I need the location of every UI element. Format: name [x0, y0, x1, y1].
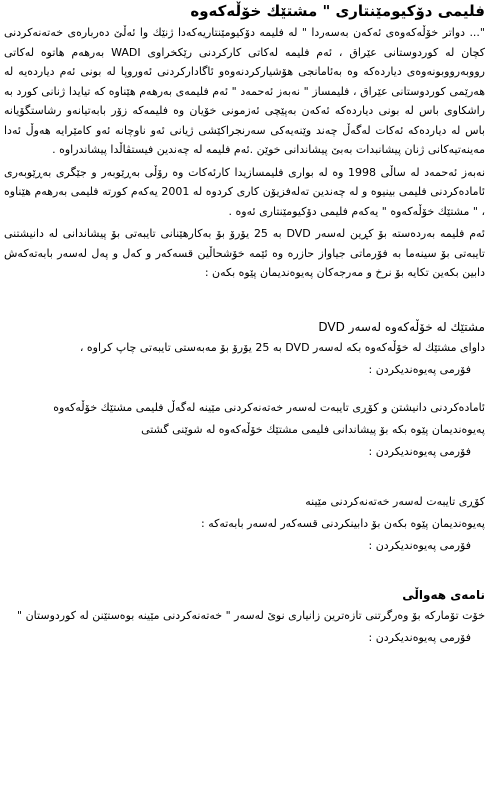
trainers-section — [4, 397, 485, 463]
lecture-section — [4, 491, 485, 557]
director-paragraph: نەبەز ئەحمەد لە ساڵی 1998 وە لە بواری فلیمسازیدا كارئەكات وە رۆڵی بەڕێوبەر و جێگری بەڕێوبەری ئامادەكردنی فلیمی بینیوە و لە چەندین تەلەفزیۆن كاری كردوە لە 2001 یەكەم كورتە فلیمی بەرهەم هێناوە ، " مشتێك خۆڵەكەوە " یەكەم فلیمی دۆكیومێنتاری ئەوە . — [4, 165, 485, 218]
section-spacer — [4, 381, 485, 397]
availability-paragraph: ئەم فلیمە بەردەستە بۆ كڕین لەسەر DVD بە 25 یۆرۆ بۆ بەكارهێنانی تایبەتی بۆ پیشاندانی لە دانیشتنی تایبەتی بۆ سینەما بە فۆرماتی جیاواز حازرە وە ئێمە خۆشحاڵین قسەكەر و كەل و پەل لەسەر بابەتەكەش دابین بكەین تكایە بۆ نرخ و مەرجەكان پەیوەندیمان پێوە بكەن : — [4, 227, 485, 279]
dvd-heading: مشتێك لە خۆڵەكەوە لەسەر DVD — [318, 319, 485, 334]
newsletter-heading: نامەی هەواڵی — [402, 587, 485, 602]
trainers-contact-form-link[interactable]: فۆرمی پەیوەندیكردن : — [368, 444, 471, 458]
lecture-heading: كۆڕی تایبەت لەسەر خەتەنەكردنی مێینە — [305, 494, 485, 508]
newsletter-contact-form-link[interactable]: فۆرمی پەیوەندیكردن : — [368, 630, 471, 644]
section-spacer — [4, 557, 485, 585]
trainers-line-2: پەیوەندیمان پێوە بكە بۆ پیشاندانی فلیمی مشتێك خۆڵەكەوە لە شوێنی گشتی — [141, 422, 485, 436]
dvd-section — [4, 317, 485, 381]
dvd-text: داوای مشتێك لە خۆڵەكەوە بكە لەسەر DVD بە 25 یۆرۆ بۆ مەبەستی تایبەتی چاپ كراوە ، — [79, 340, 485, 354]
trainers-line-1: ئامادەكردنی دانیشتن و كۆڕی تایبەت لەسەر خەتەنەكردنی مێینە لەگەڵ فلیمی مشتێك خۆڵەكەوە — [53, 400, 485, 414]
lecture-text: پەیوەندیمان پێوە بكەن بۆ دابینكردنی قسەكەر لەسەر بابەتەكە : — [201, 516, 485, 530]
page-title: فلیمی دۆكیومێنتاری " مشتێك خۆڵەكەوە — [190, 2, 485, 20]
newsletter-text: خۆت تۆماركە بۆ وەرگرتنی تازەترین زانیاری نوێ لەسەر " خەتەنەكردنی مێینە بوەستێنن لە كوردوستان " — [17, 608, 485, 622]
newsletter-section — [4, 585, 485, 649]
lecture-contact-form-link[interactable]: فۆرمی پەیوەندیكردن : — [368, 538, 471, 552]
section-spacer — [4, 463, 485, 491]
dvd-contact-form-link[interactable]: فۆرمی پەیوەندیكردن : — [368, 362, 471, 376]
section-spacer — [4, 283, 485, 317]
intro-paragraph: "... دواتر خۆڵەكەوەی ئەكەن بەسەردا " لە فلیمە دۆكیومێنتاریەكەدا ژنێك وا ئەڵێ دەربارەی خەتەنەكردنی كچان لە كوردوستانی عێراق ، ئەم فلیمە لەكاتی كاركردنی رێكخراوی WADI بەرهەم هاتوە لەكاتی رووبەرووبونەوەی دیاردەكە وە بەئامانجی هۆشیاركردنەوەو ئاگاداركردنی ئەوروپا لە بونی ئەم دیاردەیە لە هەرێمی كوردوستانی عێراق ، فلیمساز " نەبەز ئەحمەد " ئەم فلیمەی بەرهەم هێناوە كە تیایدا ژنانی كورد بە راشكاوی باس لە بونی دیاردەكە ئەكەن بەپێچی ئەزمونی خۆیان وە فلیمەكە زۆر بابەتیانەو رشاستگۆیانە باس لە دیاردەكە ئەكات لەگەڵ چەند وێنەیەكی سەرنجراكێشی ژیانی ئەو ناوچانە ئەو كامێرایە هەوڵ ئەدا مەینەتیەكانی ژنان پیشانبدات بەبێ پیشاندانی خوێن .ئەم فلیمە لە چەندین فیستڤاڵدا پیشاندراوە . — [4, 26, 485, 156]
